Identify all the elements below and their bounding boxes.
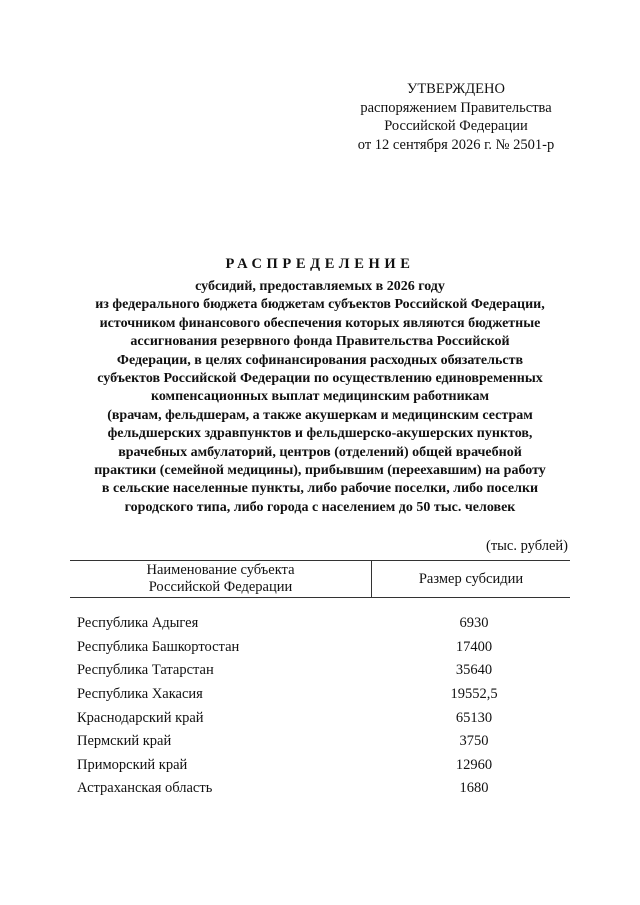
table-body [70, 612, 570, 801]
subsidy-amount: 65130 [455, 709, 493, 726]
subtitle-line: (врачам, фельдшерам, а также акушеркам и медицинским сестрам [107, 407, 533, 423]
column-header-name [70, 561, 372, 597]
table-header [70, 560, 570, 598]
approval-heading: УТВЕРЖДЕНО [407, 81, 505, 97]
subtitle-line: фельдшерских здравпунктов и фельдшерско-акушерских пунктов, [107, 426, 533, 442]
table-row [70, 730, 570, 754]
region-name: Астраханская область [77, 780, 213, 797]
region-name: Краснодарский край [77, 709, 204, 726]
table-row [70, 612, 570, 636]
column-header-name-line: Наименование субъекта [146, 562, 295, 578]
table-row [70, 636, 570, 660]
approval-date-number: от 12 сентября 2026 г. № 2501-р [357, 136, 555, 153]
subsidy-amount: 12960 [455, 756, 493, 773]
region-name: Приморский край [77, 756, 188, 773]
subtitle-line: практики (семейной медицины), прибывшим (переехавшим) на работу [94, 463, 546, 479]
table-row [70, 754, 570, 778]
document-subtitle [40, 278, 600, 517]
region-name: Республика Башкортостан [77, 638, 240, 655]
subtitle-line: источником финансового обеспечения которых являются бюджетные [99, 315, 541, 331]
subsidy-amount: 3750 [459, 733, 489, 750]
subtitle-line: субъектов Российской Федерации по осуществлению единовременных [97, 371, 543, 387]
units-label: (тыс. рублей) [486, 538, 568, 554]
subtitle-line: Федерации, в целях софинансирования расходных обязательств [116, 352, 524, 368]
subsidy-amount: 35640 [455, 662, 493, 679]
table-row [70, 683, 570, 707]
region-name: Республика Татарстан [77, 662, 214, 679]
approval-line: Российской Федерации [384, 118, 528, 134]
subtitle-line: в сельские населенные пункты, либо рабочие поселки, либо поселки [101, 481, 539, 497]
column-header-value: Размер субсидии [418, 570, 524, 587]
region-name: Пермский край [77, 733, 172, 750]
subtitle-line: городского типа, либо города с населением до 50 тыс. человек [124, 499, 516, 515]
subsidy-table [70, 560, 570, 801]
table-row [70, 659, 570, 683]
approval-line: распоряжением Правительства [360, 99, 552, 116]
subsidy-amount: 1680 [459, 780, 489, 797]
region-name: Республика Адыгея [77, 615, 199, 632]
subsidy-amount: 19552,5 [450, 686, 498, 703]
document-title: РАСПРЕДЕЛЕНИЕ [225, 256, 415, 272]
column-header-name-line: Российской Федерации [148, 579, 293, 595]
subtitle-line: субсидий, предоставляемых в 2026 году [195, 279, 445, 294]
subtitle-line: из федерального бюджета бюджетам субъектов Российской Федерации, [95, 297, 545, 313]
subsidy-amount: 6930 [459, 615, 489, 632]
region-name: Республика Хакасия [77, 686, 203, 703]
subtitle-line: врачебных амбулаторий, центров (отделений) общей врачебной [118, 444, 522, 460]
subsidy-amount: 17400 [455, 638, 493, 655]
approval-stamp [330, 80, 582, 154]
subtitle-line: компенсационных выплат медицинским работникам [150, 389, 490, 405]
table-row [70, 706, 570, 730]
subtitle-line: ассигнования резервного фонда Правительства Российской [130, 334, 510, 350]
table-row [70, 777, 570, 801]
